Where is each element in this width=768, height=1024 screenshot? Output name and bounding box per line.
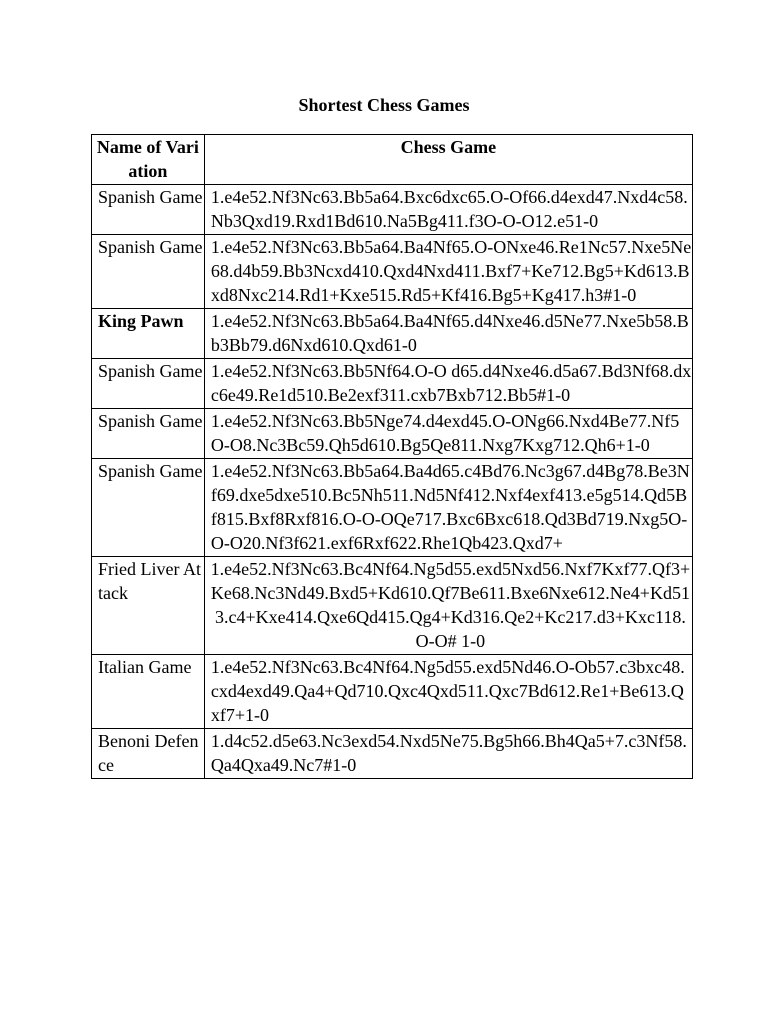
table-row [92, 309, 693, 359]
table-row [92, 409, 693, 459]
column-header-game: Chess Game [204, 135, 692, 185]
variation-name: Spanish Game [92, 185, 205, 235]
table-row [92, 655, 693, 729]
page-title: Shortest Chess Games [298, 95, 470, 115]
table-header-row [92, 135, 693, 185]
variation-name: Fried Liver Attack [92, 557, 205, 655]
game-moves: 1.d4c52.d5e63.Nc3exd54.Nxd5Ne75.Bg5h66.Bh4Qa5+7.c3Nf58.Qa4Qxa49.Nc7#1-0 [204, 729, 692, 779]
table-row [92, 459, 693, 557]
game-moves: 1.e4e52.Nf3Nc63.Bb5a64.Ba4d65.c4Bd76.Nc3g67.d4Bg78.Be3Nf69.dxe5dxe510.Bc5Nh511.Nd5Nf412.Nxf4exf413.e5g514.Qd5Bf815.Bxf8Rxf816.O-O-OQe717.Bxc6Bxc618.Qd3Bd719.Nxg5O-O-O20.Nf3f621.exf6Rxf622.Rhe1Qb423.Qxd7+ [204, 459, 692, 557]
column-header-name: Name of Variation [92, 135, 205, 185]
game-moves: 1.e4e52.Nf3Nc63.Bc4Nf64.Ng5d55.exd5Nxd56.Nxf7Kxf77.Qf3+Ke68.Nc3Nd49.Bxd5+Kd610.Qf7Be611.Bxe6Nxe612.Ne4+Kd513.c4+Kxe414.Qxe6Qd415.Qg4+Kd316.Qe2+Kc217.d3+Kxc118.O-O# 1-0 [204, 557, 692, 655]
table-row [92, 235, 693, 309]
variation-name: Spanish Game [92, 409, 205, 459]
game-moves: 1.e4e52.Nf3Nc63.Bb5Nf64.O-O d65.d4Nxe46.d5a67.Bd3Nf68.dxc6e49.Re1d510.Be2exf311.cxb7Bxb712.Bb5#1-0 [204, 359, 692, 409]
variation-name: Spanish Game [92, 359, 205, 409]
variation-name: Spanish Game [92, 235, 205, 309]
variation-name: Italian Game [92, 655, 205, 729]
variation-name: Spanish Game [92, 459, 205, 557]
chess-games-table [91, 134, 693, 779]
game-moves: 1.e4e52.Nf3Nc63.Bb5a64.Ba4Nf65.d4Nxe46.d5Ne77.Nxe5b58.Bb3Bb79.d6Nxd610.Qxd61-0 [204, 309, 692, 359]
table-row [92, 729, 693, 779]
variation-name: King Pawn [92, 309, 205, 359]
game-moves: 1.e4e52.Nf3Nc63.Bc4Nf64.Ng5d55.exd5Nd46.O-Ob57.c3bxc48.cxd4exd49.Qa4+Qd710.Qxc4Qxd511.Qxc7Bd612.Re1+Be613.Qxf7+1-0 [204, 655, 692, 729]
variation-name: Benoni Defence [92, 729, 205, 779]
game-moves: 1.e4e52.Nf3Nc63.Bb5a64.Ba4Nf65.O-ONxe46.Re1Nc57.Nxe5Ne68.d4b59.Bb3Ncxd410.Qxd4Nxd411.Bxf7+Ke712.Bg5+Kd613.Bxd8Nxc214.Rd1+Kxe515.Rd5+Kf416.Bg5+Kg417.h3#1-0 [204, 235, 692, 309]
game-moves: 1.e4e52.Nf3Nc63.Bb5a64.Bxc6dxc65.O-Of66.d4exd47.Nxd4c58.Nb3Qxd19.Rxd1Bd610.Na5Bg411.f3O-O-O12.e51-0 [204, 185, 692, 235]
table-row [92, 359, 693, 409]
game-moves: 1.e4e52.Nf3Nc63.Bb5Nge74.d4exd45.O-ONg66.Nxd4Be77.Nf5O-O8.Nc3Bc59.Qh5d610.Bg5Qe811.Nxg7Kxg712.Qh6+1-0 [204, 409, 692, 459]
table-row [92, 557, 693, 655]
table-row [92, 185, 693, 235]
